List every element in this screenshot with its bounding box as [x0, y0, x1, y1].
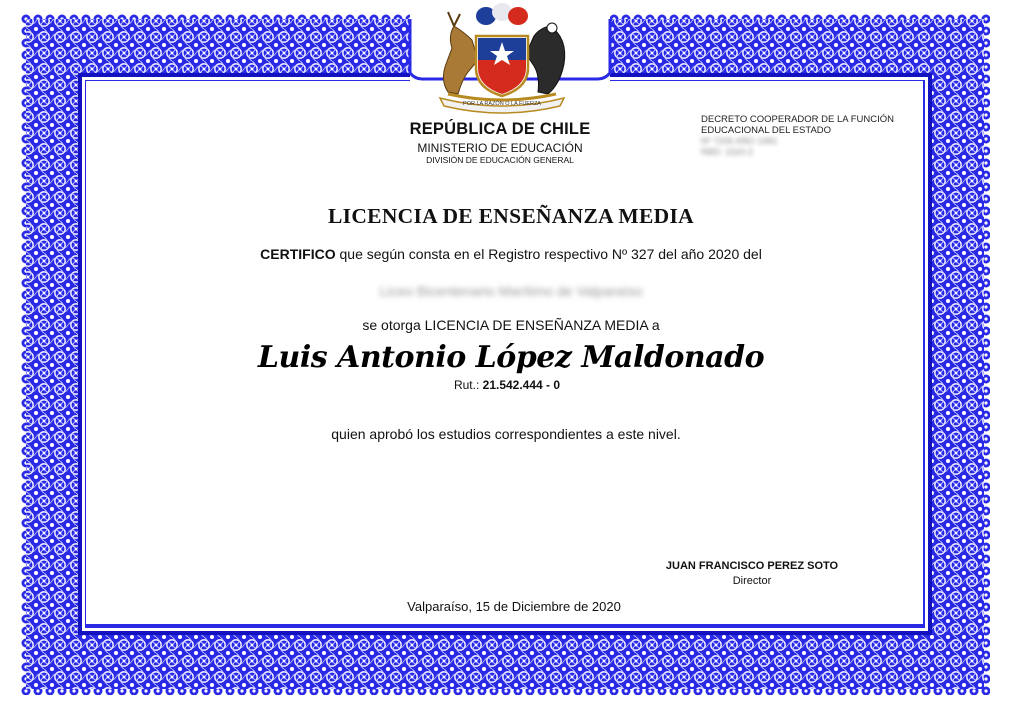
certifico-keyword: CERTIFICO — [260, 246, 336, 262]
rut-value: 21.542.444 - 0 — [482, 378, 561, 392]
certification-text: que según consta en el Registro respectivo Nº 327 del año 2020 del — [335, 246, 762, 262]
emblem-motto: POR LA RAZÓN O LA FUERZA — [463, 101, 541, 107]
rut-label: Rut.: — [453, 378, 483, 392]
decree-line-1: DECRETO COOPERADOR DE LA FUNCIÓN — [701, 114, 895, 125]
ministry-name: MINISTERIO DE EDUCACIÓN — [417, 141, 583, 155]
student-rut — [454, 378, 560, 392]
division-name: DIVISIÓN DE EDUCACIÓN GENERAL — [426, 155, 574, 165]
decree-line-3: Nº 7206 AÑO 1981 — [701, 136, 778, 146]
signer-title: Director — [732, 575, 772, 587]
certification-statement — [260, 246, 762, 262]
approval-statement: quien aprobó los estudios correspondientes a este nivel. — [331, 426, 681, 442]
decree-line-2: EDUCACIONAL DEL ESTADO — [701, 124, 832, 136]
school-name: Liceo Bicentenario Marítimo de Valparaíso — [379, 283, 643, 299]
decree-block — [701, 115, 894, 157]
place-date: Valparaíso, 15 de Diciembre de 2020 — [407, 599, 621, 614]
certificate-title: LICENCIA DE ENSEÑANZA MEDIA — [328, 204, 694, 228]
chile-coat-of-arms-icon — [418, 2, 586, 114]
signer-name: JUAN FRANCISCO PEREZ SOTO — [665, 560, 839, 572]
student-name: Luis Antonio López Maldonado — [257, 340, 765, 375]
decree-line-4: RBD: 1520-2 — [701, 146, 754, 157]
grant-statement: se otorga LICENCIA DE ENSEÑANZA MEDIA a — [362, 317, 660, 333]
country-title: REPÚBLICA DE CHILE — [409, 120, 591, 138]
